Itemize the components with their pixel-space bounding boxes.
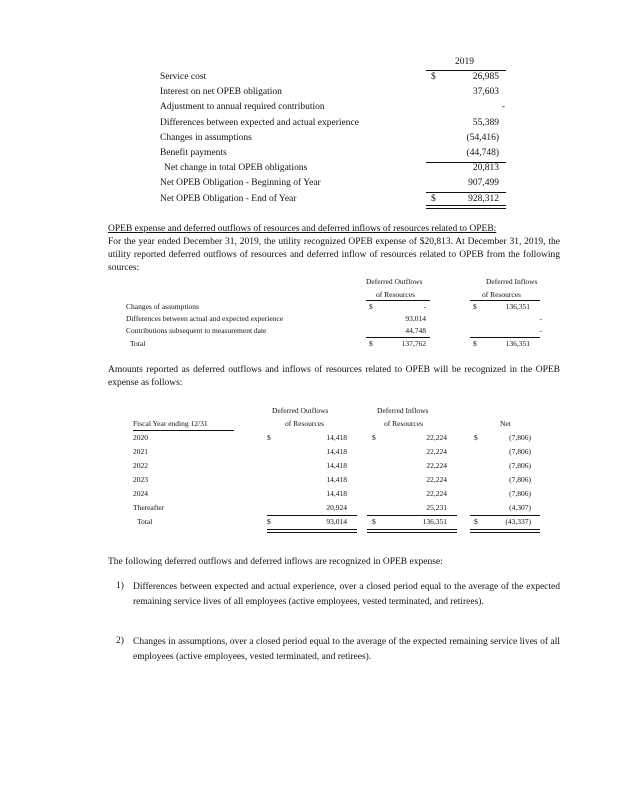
- row-label: Interest on net OPEB obligation: [160, 87, 282, 98]
- dollar-sign: $: [473, 302, 477, 311]
- col-header: Deferred Inflows: [486, 277, 538, 286]
- divider: [133, 430, 234, 431]
- col-header: Deferred Outflows: [272, 406, 329, 415]
- row-label: 2020: [133, 433, 148, 442]
- row-value: (7,806): [509, 475, 531, 484]
- col-header: of Resources: [482, 290, 521, 299]
- row-value: (54,416): [466, 132, 499, 143]
- row-value: 93,014: [405, 314, 426, 324]
- row-label: Changes in assumptions: [160, 132, 252, 143]
- row-value: 907,499: [468, 178, 499, 189]
- row-label: 2022: [133, 461, 148, 470]
- divider: [267, 529, 357, 533]
- row-label: 2023: [133, 475, 148, 484]
- row-label: Changes of assumptions: [126, 302, 199, 311]
- section-heading: OPEB expense and deferred outflows of resources and deferred inflows of resources related to OPEB:: [108, 224, 497, 234]
- row-value: (7,806): [509, 447, 531, 456]
- row-value: (4,307): [509, 503, 531, 512]
- row-label: Net change in total OPEB obligations: [164, 163, 308, 174]
- divider: [367, 529, 457, 533]
- row-value: 37,603: [472, 87, 499, 98]
- row-value: 22,224: [426, 433, 447, 442]
- row-value: (43,337): [505, 517, 531, 526]
- dollar-sign: $: [267, 433, 271, 442]
- row-value: 44,748: [405, 326, 426, 336]
- row-value: (44,748): [466, 148, 499, 158]
- dollar-sign: $: [372, 517, 376, 526]
- paragraph-body: For the year ended December 31, 2019, the utility recognized OPEB expense of $20,813. At December 31, 2019, the utility reported deferred outflows of resources and deferred inflow of resources related to OPEB from the following sources:: [108, 237, 560, 273]
- row-value: 136,351: [505, 338, 530, 348]
- paragraph-amounts: Amounts reported as deferred outflows and inflows of resources related to OPEB will be recognized in the OPEB expense as follows:: [108, 365, 560, 388]
- dollar-sign: $: [431, 72, 436, 82]
- col-header: Deferred Outflows: [366, 277, 423, 286]
- row-label: Total: [130, 338, 146, 348]
- divider: [470, 529, 540, 533]
- row-label: Net OPEB Obligation - Beginning of Year: [160, 178, 321, 189]
- row-value: -: [501, 102, 505, 113]
- row-value: 22,224: [426, 447, 447, 456]
- row-value: 22,224: [426, 475, 447, 484]
- col-header: of Resources: [285, 419, 324, 428]
- col-header: Deferred Inflows: [377, 406, 429, 415]
- paragraph-following: The following deferred outflows and deferred inflows are recognized in OPEB expense:: [108, 557, 443, 567]
- row-value: 14,418: [326, 447, 347, 456]
- row-value: 14,418: [326, 475, 347, 484]
- year-header: 2019: [455, 57, 474, 67]
- row-label: Total: [137, 517, 153, 526]
- col-header: of Resources: [384, 419, 423, 428]
- list-number: 1): [116, 581, 124, 591]
- row-value: -: [539, 326, 542, 336]
- row-label: Differences between expected and actual experience: [160, 117, 359, 128]
- dollar-sign: $: [369, 338, 373, 348]
- row-value: 136,351: [505, 302, 530, 311]
- row-label: Benefit payments: [160, 148, 227, 158]
- col-header: of Resources: [376, 290, 415, 299]
- divider: [426, 205, 506, 209]
- dollar-sign: $: [369, 302, 373, 311]
- row-value: 22,224: [426, 489, 447, 498]
- row-value: 136,351: [422, 517, 447, 526]
- row-label: Service cost: [160, 72, 207, 82]
- row-value: 93,014: [326, 517, 347, 526]
- row-label: 2021: [133, 447, 148, 456]
- row-value: 22,224: [426, 461, 447, 470]
- dollar-sign: $: [372, 433, 376, 442]
- divider: [426, 70, 506, 71]
- row-value: (7,806): [509, 461, 531, 470]
- row-value: -: [539, 314, 542, 324]
- divider: [426, 162, 506, 163]
- row-value: 55,389: [472, 117, 499, 128]
- row-value: -: [423, 302, 426, 311]
- dollar-sign: $: [474, 433, 478, 442]
- row-label: 2024: [133, 489, 148, 498]
- row-value: (7,806): [509, 433, 531, 442]
- divider: [426, 192, 506, 193]
- row-value: 137,762: [401, 338, 426, 348]
- paragraph-opeb-expense: [108, 223, 560, 275]
- row-label: Contributions subsequent to measurement date: [126, 326, 267, 336]
- row-value: 14,418: [326, 433, 347, 442]
- row-value: 928,312: [468, 193, 499, 204]
- row-value: (7,806): [509, 489, 531, 498]
- dollar-sign: $: [474, 517, 478, 526]
- row-label: Net OPEB Obligation - End of Year: [160, 193, 297, 204]
- list-number: 2): [116, 636, 124, 646]
- row-value: 14,418: [326, 489, 347, 498]
- row-label: Thereafter: [133, 503, 165, 512]
- row-value: 20,813: [472, 163, 499, 174]
- row-label: Differences between actual and expected experience: [126, 314, 284, 324]
- dollar-sign: $: [431, 193, 436, 204]
- list-item-text: Differences between expected and actual experience, over a closed period equal to the average of the expected remaining service lives of all employees (active employees, vested terminated, and retirees).: [133, 582, 560, 607]
- row-value: 14,418: [326, 461, 347, 470]
- col-header: Net: [500, 419, 511, 428]
- row-label: Adjustment to annual required contribution: [160, 102, 325, 113]
- list-item-text: Changes in assumptions, over a closed period equal to the average of the expected remaining service lives of all employees (active employees, vested terminated, and retirees).: [133, 637, 560, 662]
- row-value: 25,231: [426, 503, 447, 512]
- row-value: 26,985: [472, 72, 499, 82]
- row-value: 20,924: [326, 503, 347, 512]
- dollar-sign: $: [473, 338, 477, 348]
- dollar-sign: $: [267, 517, 271, 526]
- col-header: Fiscal Year ending 12/31: [133, 419, 208, 428]
